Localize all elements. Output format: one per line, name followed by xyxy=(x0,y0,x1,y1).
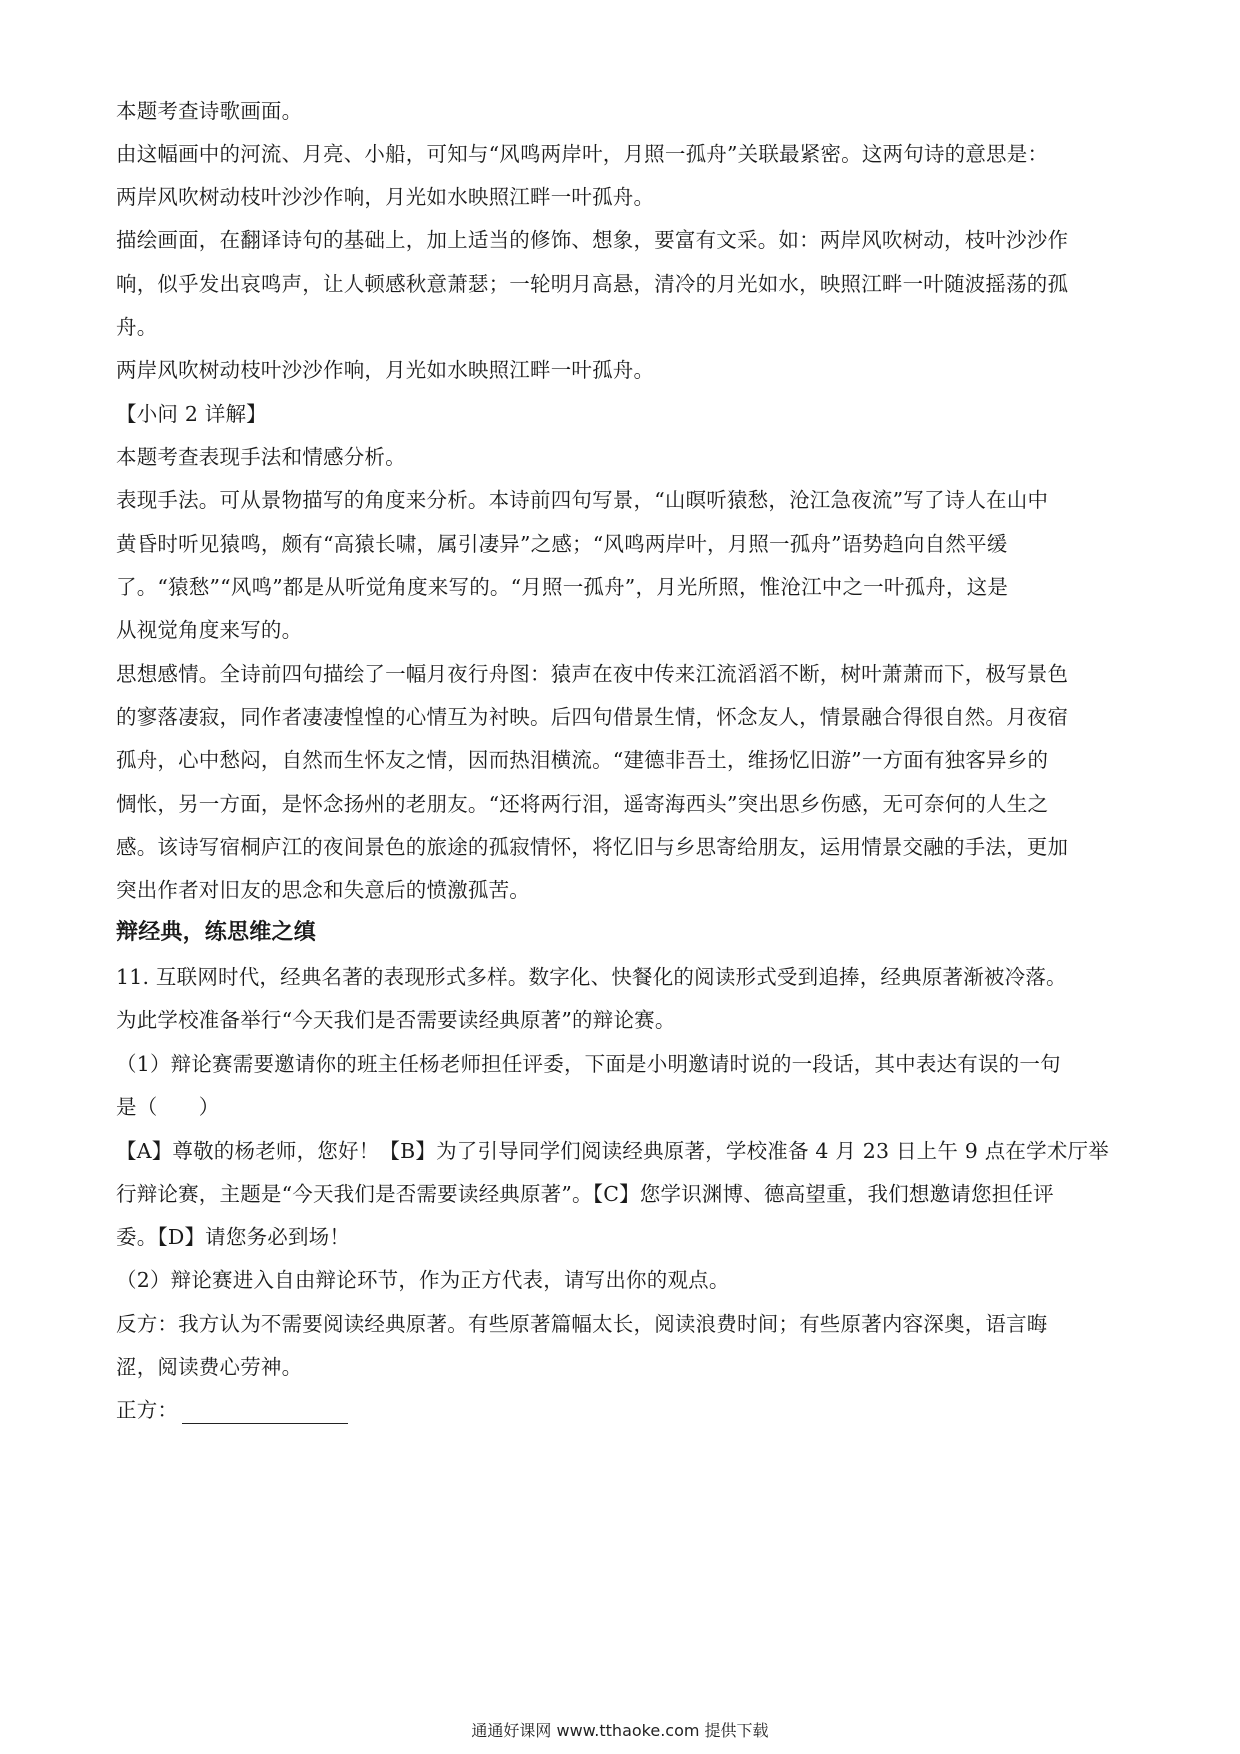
paragraph-line: 从视觉角度来写的。 xyxy=(116,618,303,642)
question-line: 行辩论赛，主题是“今天我们是否需要读经典原著”。【C】您学识渊博、德高望重，我们想邀请您担任评 xyxy=(116,1182,1054,1206)
question-line: 反方：我方认为不需要阅读经典原著。有些原著篇幅太长，阅读浪费时间；有些原著内容深奥，语言晦 xyxy=(116,1312,1048,1336)
question-line: （2）辩论赛进入自由辩论环节，作为正方代表，请写出你的观点。 xyxy=(116,1268,730,1292)
answer-blank-field[interactable] xyxy=(182,1401,348,1424)
answer-row xyxy=(116,1396,348,1424)
page-footer: 通通好课网 www.tthaoke.com 提供下载 xyxy=(471,1721,769,1740)
paragraph-line: 由这幅画中的河流、月亮、小船，可知与“风鸣两岸叶，月照一孤舟”关联最紧密。这两句诗的意思是： xyxy=(116,142,1049,166)
paragraph-line: 黄昏时听见猿鸣，颇有“高猿长啸，属引凄异”之感；“风鸣两岸叶，月照一孤舟”语势趋向自然平缓 xyxy=(116,532,1008,556)
document-page xyxy=(116,0,1126,1754)
answer-label: 正方： xyxy=(116,1398,179,1422)
paragraph-line: 舟。 xyxy=(116,315,158,339)
sub-question-heading: 【小问 2 详解】 xyxy=(116,402,267,426)
paragraph-line: 本题考查表现手法和情感分析。 xyxy=(116,445,406,469)
question-line: 11. 互联网时代，经典名著的表现形式多样。数字化、快餐化的阅读形式受到追捧，经典原著渐被冷落。 xyxy=(116,965,1067,989)
question-line: 委。【D】请您务必到场！ xyxy=(116,1225,351,1249)
section-heading: 辩经典，练思维之缜 xyxy=(116,920,316,945)
paragraph-line: 本题考查诗歌画面。 xyxy=(116,99,303,123)
paragraph-line: 的寥落凄寂，同作者凄凄惶惶的心情互为衬映。后四句借景生情，怀念友人，情景融合得很自然。月夜宿 xyxy=(116,705,1069,729)
question-line: 为此学校准备举行“今天我们是否需要读经典原著”的辩论赛。 xyxy=(116,1008,676,1032)
paragraph-line: 两岸风吹树动枝叶沙沙作响，月光如水映照江畔一叶孤舟。 xyxy=(116,185,655,209)
paragraph-line: 了。“猿愁”“风鸣”都是从听觉角度来写的。“月照一孤舟”，月光所照，惟沧江中之一叶孤舟，这是 xyxy=(116,575,1009,599)
question-line: 【A】尊敬的杨老师，您好！【B】为了引导同学们阅读经典原著，学校准备 4 月 23 日上午 9 点在学术厅举 xyxy=(116,1139,1109,1163)
question-line: （1）辩论赛需要邀请你的班主任杨老师担任评委，下面是小明邀请时说的一段话，其中表达有误的一句 xyxy=(116,1052,1061,1076)
paragraph-line: 两岸风吹树动枝叶沙沙作响，月光如水映照江畔一叶孤舟。 xyxy=(116,358,655,382)
paragraph-line: 孤舟，心中愁闷，自然而生怀友之情，因而热泪横流。“建德非吾土，维扬忆旧游”一方面有独客异乡的 xyxy=(116,748,1049,772)
question-line: 涩，阅读费心劳神。 xyxy=(116,1355,303,1379)
paragraph-line: 表现手法。可从景物描写的角度来分析。本诗前四句写景，“山暝听猿愁，沧江急夜流”写了诗人在山中 xyxy=(116,488,1049,512)
paragraph-line: 感。该诗写宿桐庐江的夜间景色的旅途的孤寂情怀，将忆旧与乡思寄给朋友，运用情景交融的手法，更加 xyxy=(116,835,1069,859)
paragraph-line: 响，似乎发出哀鸣声，让人顿感秋意萧瑟；一轮明月高悬，清冷的月光如水，映照江畔一叶随波摇荡的孤 xyxy=(116,272,1069,296)
paragraph-line: 突出作者对旧友的思念和失意后的愤激孤苦。 xyxy=(116,878,530,902)
question-line: 是（ ） xyxy=(116,1095,220,1119)
paragraph-line: 惆怅，另一方面，是怀念扬州的老朋友。“还将两行泪，遥寄海西头”突出思乡伤感，无可奈何的人生之 xyxy=(116,792,1049,816)
paragraph-line: 描绘画面，在翻译诗句的基础上，加上适当的修饰、想象，要富有文采。如：两岸风吹树动，枝叶沙沙作 xyxy=(116,228,1069,252)
paragraph-line: 思想感情。全诗前四句描绘了一幅月夜行舟图：猿声在夜中传来江流滔滔不断，树叶萧萧而下，极写景色 xyxy=(116,662,1069,686)
